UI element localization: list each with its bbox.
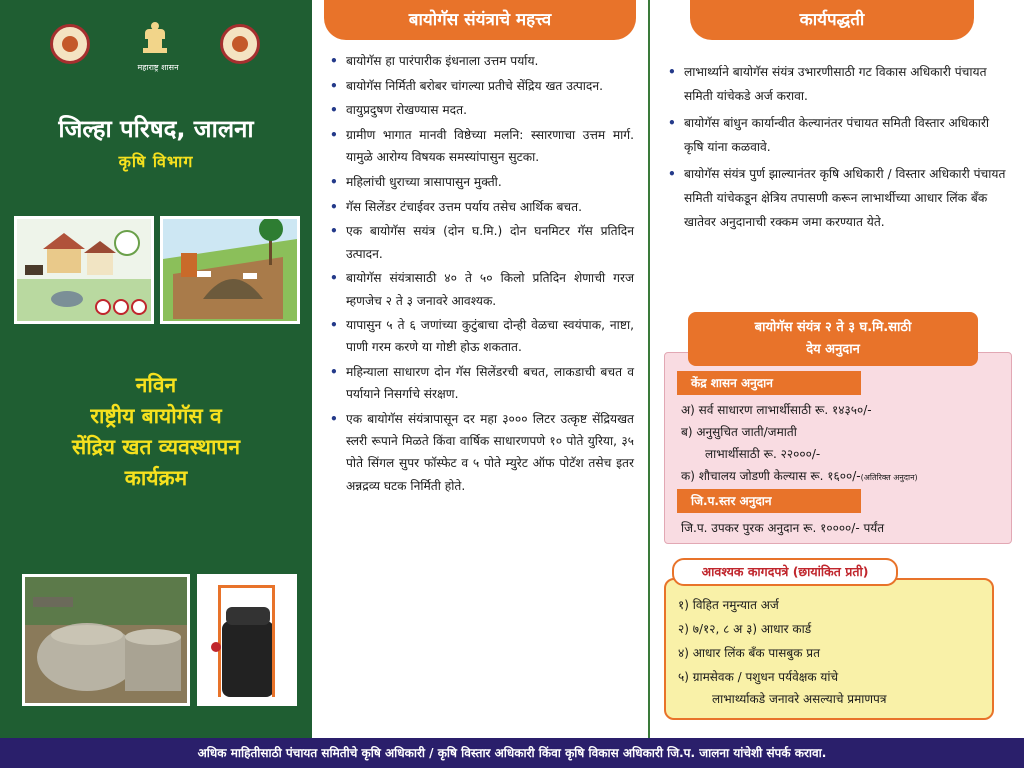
grant-details-box bbox=[664, 352, 1012, 544]
list-item: • बायोगॅस संयंत्र पुर्ण झाल्यानंतर कृषि अधिकारी / विस्तार अधिकारी पंचायत समिती यांचेकडून क्षेत्रिय तपासणी करून लाभार्थीच्या आधार लिंक बँक खातेवर अनुदानाची रक्कम जमा करण्यात येते. bbox=[668, 162, 1012, 234]
zp-grant-label: जि.प.स्तर अनुदान bbox=[677, 489, 861, 513]
additional-grant-note: (अतिरिक्त अनुदान) bbox=[860, 473, 918, 482]
portable-biogas-tank-photo bbox=[197, 574, 297, 706]
list-item: • एक बायोगॅस संयंत्रापासून दर महा ३००० लिटर उत्कृष्ट सेंद्रियखत स्लरी रूपाने मिळते किंवा वार्षिक साधारणपणे १० पोते युरिया, ३५ पोते सिंगल सुपर फॉस्फेट व ५ पोते म्युरेट ऑफ पोटॅश तसेच इतर अन्नद्रव्य घटक निर्मिती होते. bbox=[330, 408, 634, 497]
procedure-list bbox=[668, 60, 1012, 237]
document-item: १) विहित नमुन्यात अर्ज bbox=[678, 598, 779, 612]
state-emblem-logo bbox=[142, 22, 168, 54]
grant-line-sc-st: ब) अनुसुचित जाती/जमाती bbox=[681, 425, 797, 439]
grant-line-general: अ) सर्व साधारण लाभार्थीसाठी रू. १४३५०/- bbox=[681, 403, 872, 417]
documents-box bbox=[664, 578, 994, 720]
document-item: ५) ग्रामसेवक / पशुधन पर्यवेक्षक यांचे bbox=[678, 670, 839, 684]
state-government-label: महाराष्ट्र शासन bbox=[137, 63, 179, 72]
document-item: २) ७/१२, ८ अ ३) आधार कार्ड bbox=[678, 622, 812, 636]
grant-line-zp-cess: जि.प. उपकर पुरक अनुदान रू. १००००/- पर्यंत bbox=[681, 521, 885, 535]
grant-line-sc-st-amount: लाभार्थीसाठी रू. २२०००/- bbox=[705, 447, 821, 461]
list-item: • एक बायोगॅस सयंत्र (दोन घ.मि.) दोन घनमिटर गॅस प्रतिदिन उत्पादन. bbox=[330, 220, 634, 264]
biogas-plant-cross-section-diagram bbox=[160, 216, 300, 324]
document-item: लाभार्थ्याकडे जनावरे असल्याचे प्रमाणपत्र bbox=[712, 692, 887, 706]
contact-footer: अधिक माहितीसाठी पंचायत समितीचे कृषि अधिकारी / कृषि विस्तार अधिकारी किंवा कृषि विकास अधिकारी जि.प. जालना यांचेशी संपर्क करावा. bbox=[0, 738, 1024, 768]
agriculture-department-subtitle: कृषि विभाग bbox=[118, 152, 194, 171]
list-item: • ग्रामीण भागात मानवी विष्ठेच्या मलनि: स्सारणाचा उत्तम मार्ग. यामुळे आरोग्य विषयक समस्यांपासुन सुटका. bbox=[330, 124, 634, 168]
biogas-dome-construction-photo bbox=[22, 574, 190, 706]
benefits-heading: बायोगॅस संयंत्राचे महत्त्व bbox=[324, 0, 636, 40]
left-panel bbox=[0, 0, 312, 738]
biogas-flow-illustration bbox=[14, 216, 154, 324]
logo-row bbox=[50, 22, 265, 74]
list-item: • महिन्याला साधारण दोन गॅस सिलेंडरची बचत, लाकडाची बचत व पर्यायाने निसर्गाचे संरक्षण. bbox=[330, 361, 634, 405]
list-item: • बायोगॅस निर्मिती बरोबर चांगल्या प्रतीचे सेंद्रिय खत उत्पादन. bbox=[330, 75, 634, 97]
list-item: • बायोगॅस बांधुन कार्यान्वीत केल्यानंतर पंचायत समिती विस्तार अधिकारी कृषि यांना कळवावे. bbox=[668, 111, 1012, 159]
program-title: नविन राष्ट्रीय बायोगॅस व सेंद्रिय खत व्यवस्थापन कार्यक्रम bbox=[72, 373, 240, 490]
document-item: ४) आधार लिंक बँक पासबुक प्रत bbox=[678, 646, 820, 660]
list-item: • बायोगॅस हा पारंपारीक इंधनाला उत्तम पर्याय. bbox=[330, 50, 634, 72]
list-item: • बायोगॅस संयंत्रासाठी ४० ते ५० किलो प्रतिदिन शेणाची गरज म्हणजेच २ ते ३ जनावरे आवश्यक. bbox=[330, 267, 634, 311]
documents-heading: आवश्यक कागदपत्रे (छायांकित प्रती) bbox=[672, 558, 898, 586]
benefits-panel bbox=[312, 0, 648, 738]
zilla-parishad-title: जिल्हा परिषद, जालना bbox=[58, 115, 254, 143]
benefits-list bbox=[330, 50, 634, 499]
list-item: • यापासुन ५ ते ६ जणांच्या कुटुंबाचा दोन्ही वेळचा स्वयंपाक, नाष्टा, पाणी गरम करणे या गोष्टी होऊ शकतात. bbox=[330, 314, 634, 358]
central-grant-label: केंद्र शासन अनुदान bbox=[677, 371, 861, 395]
zp-seal-logo bbox=[50, 24, 90, 64]
procedure-heading: कार्यपद्धती bbox=[690, 0, 974, 40]
list-item: • महिलांची धुराच्या त्रासापासुन मुक्ती. bbox=[330, 171, 634, 193]
agriculture-seal-logo bbox=[220, 24, 260, 64]
list-item: • वायुप्रदुषण रोखण्यास मदत. bbox=[330, 99, 634, 121]
grant-heading: बायोगॅस संयंत्र २ ते ३ घ.मि.साठी देय अनुदान bbox=[688, 312, 978, 366]
procedure-panel bbox=[648, 0, 1024, 738]
list-item: • लाभार्थ्याने बायोगॅस संयंत्र उभारणीसाठी गट विकास अधिकारी पंचायत समिती यांचेकडे अर्ज करावा. bbox=[668, 60, 1012, 108]
list-item: • गॅस सिलेंडर टंचाईवर उत्तम पर्याय तसेच आर्थिक बचत. bbox=[330, 196, 634, 218]
grant-line-toilet: क) शौचालय जोडणी केल्यास रू. १६००/-(अतिरिक्त अनुदान) bbox=[681, 469, 918, 483]
